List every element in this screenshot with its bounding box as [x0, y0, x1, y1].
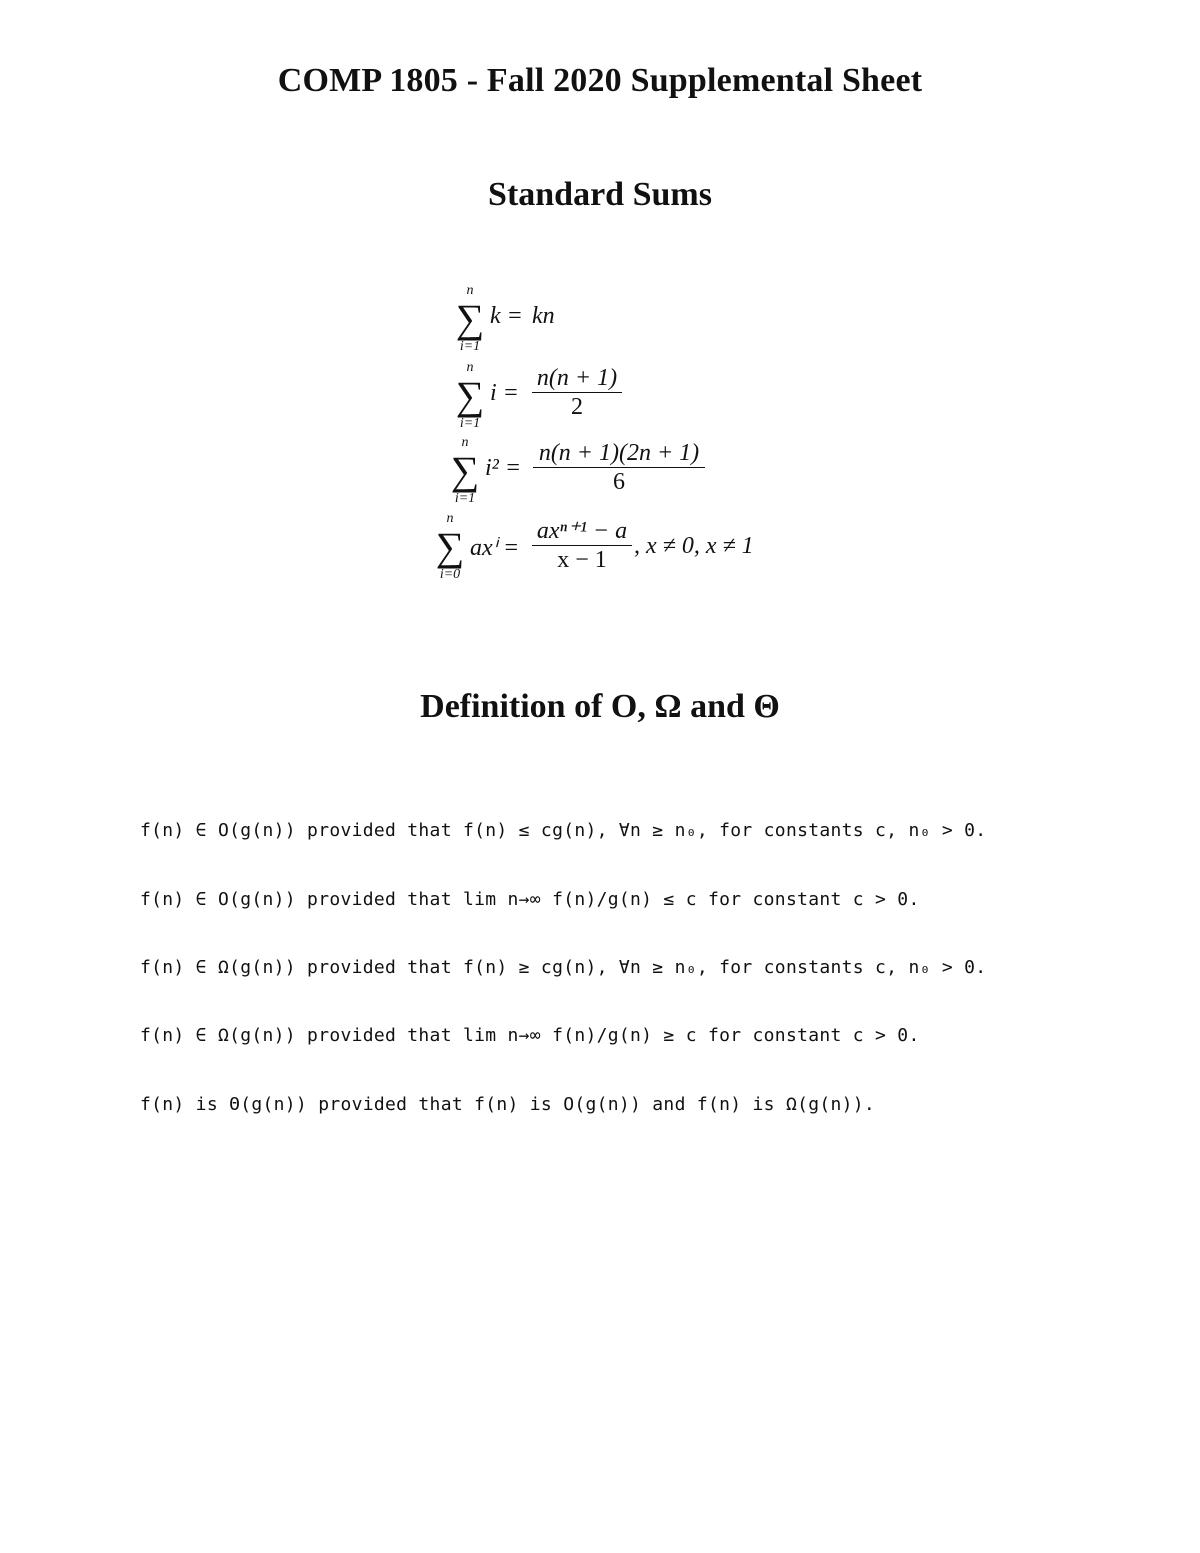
fraction-denominator: x − 1 — [557, 547, 607, 573]
fraction — [532, 364, 622, 421]
sigma-symbol: n ∑ i=0 — [430, 511, 470, 583]
sum-rhs: kn — [532, 303, 555, 329]
definition-line: f(n) ∈ O(g(n)) provided that f(n) ≤ cg(n), ∀n ≥ n₀, for constants c, n₀ > 0. — [140, 820, 987, 841]
fraction-denominator: 6 — [613, 469, 625, 495]
sigma-symbol: n ∑ i=1 — [450, 360, 490, 432]
sum-upper-limit: n — [466, 283, 474, 298]
sum-lhs: i² = — [485, 455, 522, 481]
sum-lower-limit: i=1 — [454, 491, 476, 506]
sum-lower-limit: i=0 — [439, 567, 461, 582]
sum-upper-limit: n — [466, 360, 474, 375]
sum-lhs: k = — [490, 303, 523, 329]
definition-line: f(n) ∈ Ω(g(n)) provided that lim n→∞ f(n)/g(n) ≥ c for constant c > 0. — [140, 1025, 920, 1046]
fraction-denominator: 2 — [571, 394, 583, 420]
sum-equation-2 — [450, 360, 670, 432]
fraction-numerator: n(n + 1)(2n + 1) — [538, 440, 700, 466]
sum-lhs: i = — [490, 380, 519, 406]
sum-equation-3 — [445, 435, 725, 507]
definition-line: f(n) ∈ O(g(n)) provided that lim n→∞ f(n)/g(n) ≤ c for constant c > 0. — [140, 889, 920, 910]
definition-line: f(n) ∈ Ω(g(n)) provided that f(n) ≥ cg(n), ∀n ≥ n₀, for constants c, n₀ > 0. — [140, 957, 987, 978]
sum-equation-1 — [450, 283, 650, 355]
sum-lhs: axⁱ = — [470, 535, 520, 561]
section-heading-standard-sums: Standard Sums — [488, 176, 712, 213]
fraction-numerator: axⁿ⁺¹ − a — [536, 518, 628, 544]
section-heading-definitions: Definition of O, Ω and Θ — [420, 688, 780, 725]
fraction — [532, 517, 632, 574]
page-title: COMP 1805 - Fall 2020 Supplemental Sheet — [277, 62, 923, 99]
definition-line: f(n) is Θ(g(n)) provided that f(n) is O(g(n)) and f(n) is Ω(g(n)). — [140, 1094, 876, 1115]
sum-upper-limit: n — [461, 435, 469, 450]
sigma-symbol: n ∑ i=1 — [445, 435, 485, 507]
fraction — [533, 439, 705, 496]
sum-upper-limit: n — [446, 511, 454, 526]
sum-lower-limit: i=1 — [459, 416, 481, 431]
sigma-symbol: n ∑ i=1 — [450, 283, 490, 355]
sum-equation-4 — [430, 511, 790, 587]
fraction-numerator: n(n + 1) — [536, 365, 618, 391]
sum-lower-limit: i=1 — [459, 339, 481, 354]
sum-condition: , x ≠ 0, x ≠ 1 — [634, 533, 754, 559]
